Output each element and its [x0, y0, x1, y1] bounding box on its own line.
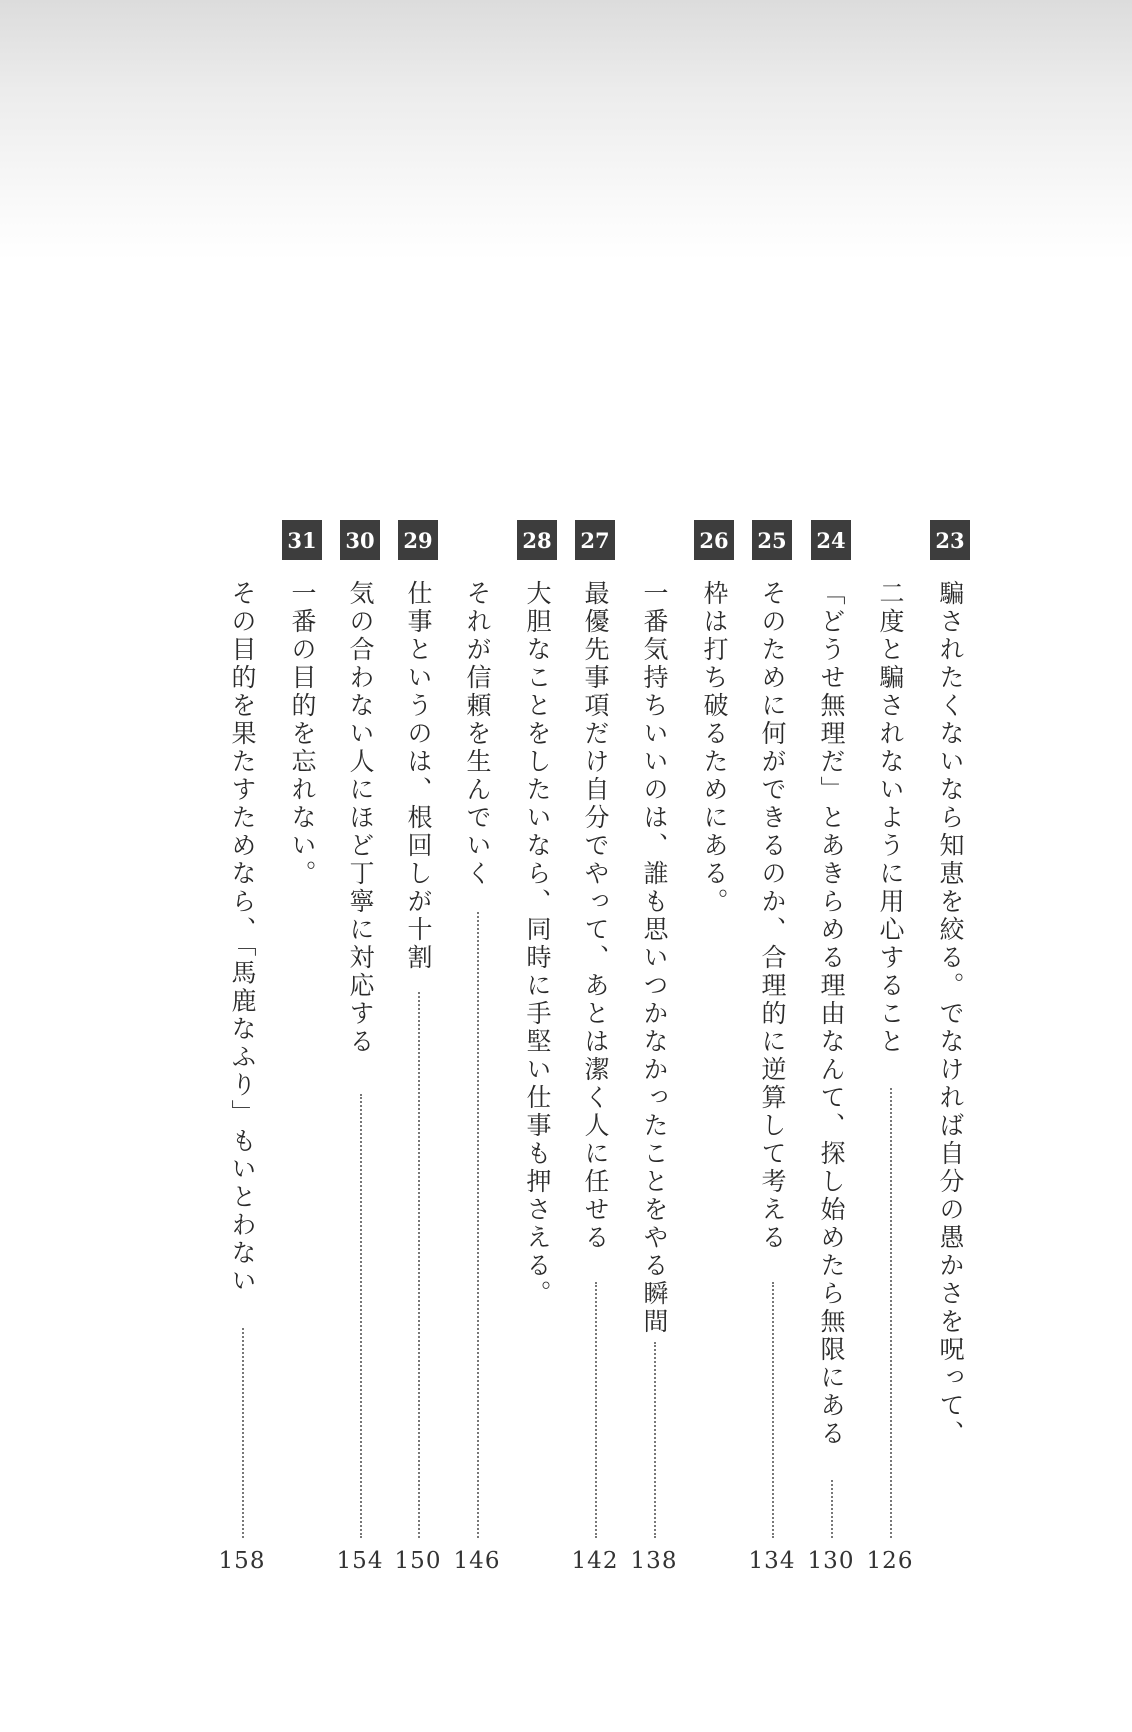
entry-number-badge: 24 — [811, 520, 851, 560]
entry-number-badge: 30 — [340, 520, 380, 560]
entry-title-line: 二度と騙されないように用心すること — [876, 580, 905, 1056]
entry-number-badge: 29 — [398, 520, 438, 560]
entry-title-line: 一番の目的を忘れない。 — [288, 580, 317, 888]
entry-title-line: 仕事というのは、根回しが十割 — [404, 580, 433, 972]
entry-title-line: そのために何ができるのか、合理的に逆算して考える — [758, 580, 787, 1252]
entry-title-line: その目的を果たすためなら、「馬鹿なふり」もいとわない — [228, 580, 257, 1296]
entry-number-badge: 25 — [752, 520, 792, 560]
entry-title-line: 枠は打ち破るためにある。 — [700, 580, 729, 916]
page-number: 134 — [748, 1548, 796, 1574]
dotted-leader — [242, 1328, 244, 1538]
page-number: 146 — [453, 1548, 501, 1574]
page-number: 138 — [630, 1548, 678, 1574]
dotted-leader — [418, 992, 420, 1538]
entry-number-badge: 23 — [930, 520, 970, 560]
page-number: 130 — [807, 1548, 855, 1574]
entry-title-line: 最優先事項だけ自分でやって、あとは潔く人に任せる — [581, 580, 610, 1252]
entry-title-line: 「どうせ無理だ」とあきらめる理由なんて、探し始めたら無限にある — [817, 580, 846, 1448]
entry-title-line: それが信頼を生んでいく — [463, 580, 492, 888]
page-number: 158 — [218, 1548, 266, 1574]
dotted-leader — [831, 1480, 833, 1538]
dotted-leader — [654, 1342, 656, 1538]
entry-title-line: 騙されたくないなら知恵を絞る。でなければ自分の愚かさを呪って、 — [936, 580, 965, 1448]
entry-number-badge: 31 — [282, 520, 322, 560]
dotted-leader — [477, 912, 479, 1538]
entry-number-badge: 26 — [694, 520, 734, 560]
dotted-leader — [890, 1088, 892, 1538]
dotted-leader — [772, 1282, 774, 1538]
entry-number-badge: 28 — [517, 520, 557, 560]
page-number: 154 — [336, 1548, 384, 1574]
dotted-leader — [360, 1094, 362, 1538]
entry-number-badge: 27 — [575, 520, 615, 560]
page-number: 126 — [866, 1548, 914, 1574]
entry-title-line: 大胆なことをしたいなら、同時に手堅い仕事も押さえる。 — [523, 580, 552, 1308]
dotted-leader — [595, 1282, 597, 1538]
page-number: 150 — [394, 1548, 442, 1574]
entry-title-line: 一番気持ちいいのは、誰も思いつかなかったことをやる瞬間 — [640, 580, 669, 1336]
entry-title-line: 気の合わない人にほど丁寧に対応する — [346, 580, 375, 1056]
page-number: 142 — [571, 1548, 619, 1574]
